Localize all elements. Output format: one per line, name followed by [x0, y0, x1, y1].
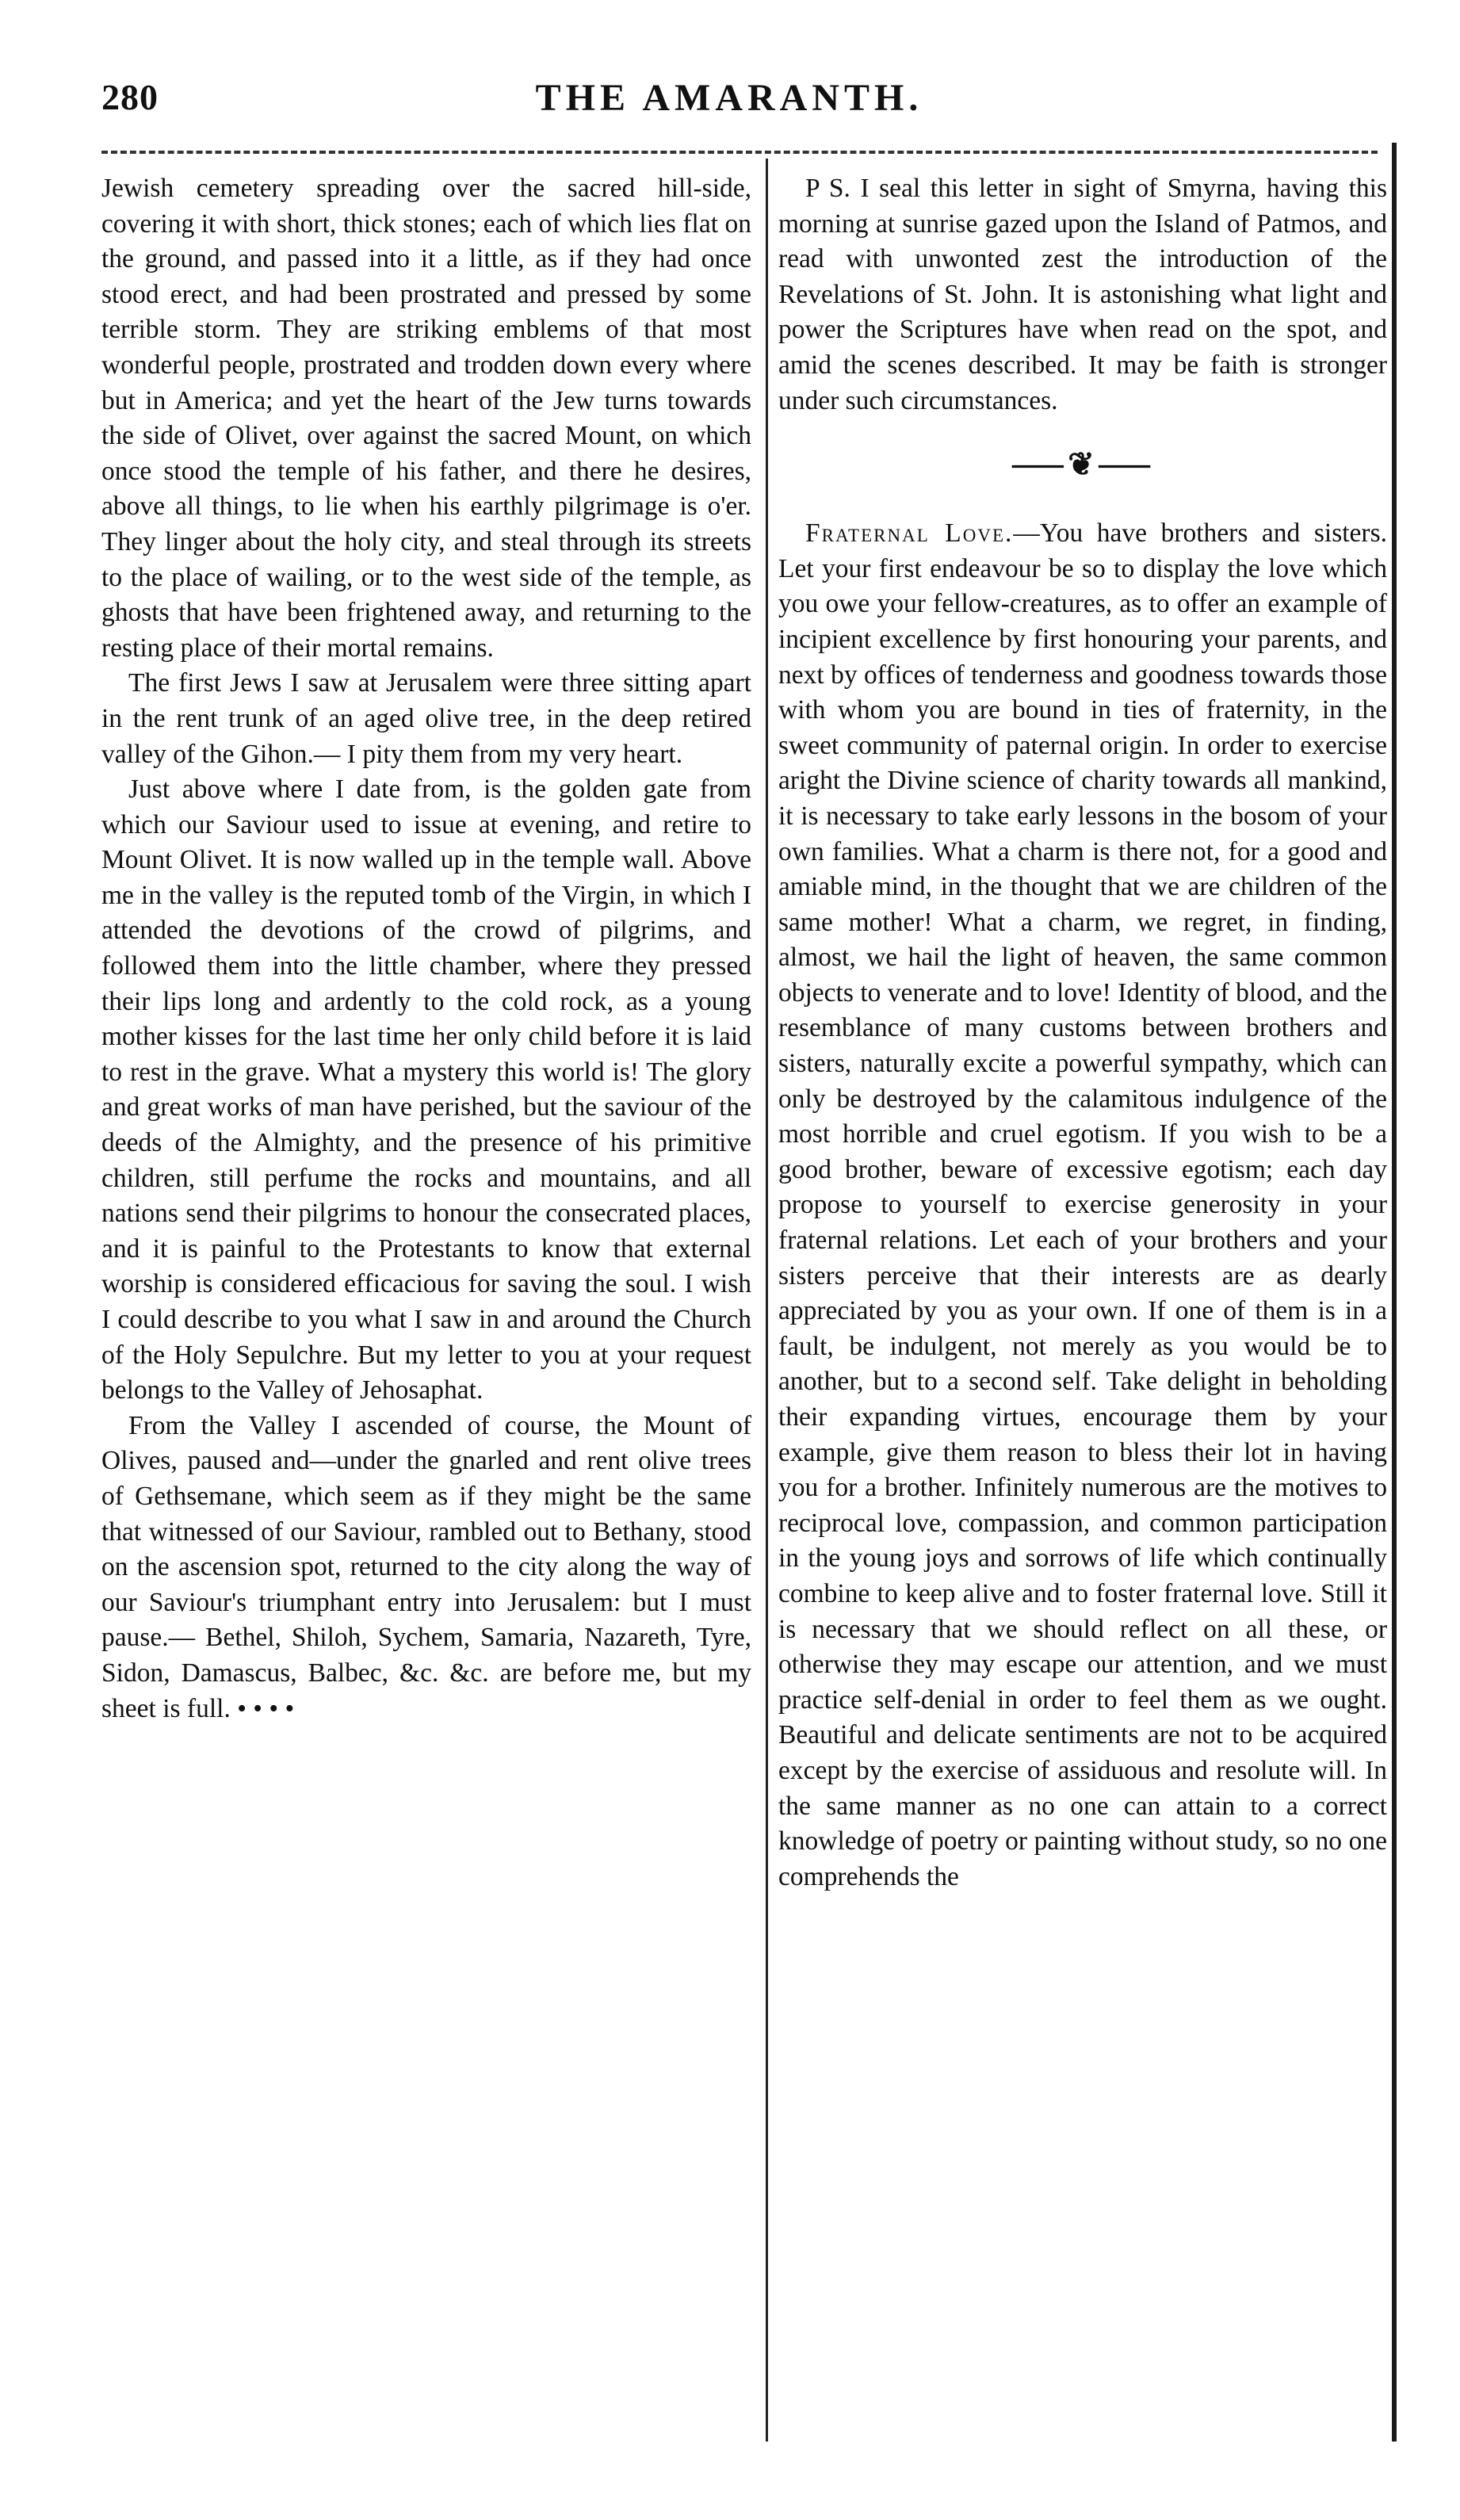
- paragraph: The first Jews I saw at Jerusalem were three sitting apart in the rent trunk of an aged olive tree, in the deep retired valley of the Gihon.— I pity them from my very heart.: [101, 668, 751, 769]
- right-column: [778, 171, 1387, 1895]
- column-divider: [766, 159, 768, 2442]
- ornament-divider: ⸺❦⸺: [1011, 446, 1155, 483]
- paragraph: Jewish cemetery spreading over the sacred hill-side, covering it with short, thick stones; each of which lies flat on the ground, and passed into it a little, as if they had once stood erect, and had been prostrated and pressed by some terrible storm. They are striking emblems of that most wonderful people, prostrated and trodden down every where but in America; and yet the heart of the Jew turns towards the side of Olivet, over against the sacred Mount, on which once stood the temple of his father, and there he desires, above all things, to lie when his earthly pilgrimage is o'er. They linger about the holy city, and steal through its streets to the place of wailing, or to the west side of the temple, as ghosts that have been frightened away, and returning to the resting place of their mortal remains.: [101, 174, 751, 663]
- article-fraternal-love: [778, 516, 1387, 1895]
- running-head: THE AMARANTH.: [535, 77, 923, 119]
- page-number: 280: [101, 77, 159, 117]
- article-body: —You have brothers and sisters. Let your first endeavour be so to display the love which you owe your fellow-creatures, as to offer an example of incipient excellence by first honouring your parents, and next by offices of tenderness and goodness towards those with whom you are bound in ties of fraternity, in the sweet community of paternal origin. In order to exercise aright the Divine science of charity towards all mankind, it is necessary to take early lessons in the bosom of your own families. What a charm is there not, for a good and amiable mind, in the thought that we are children of the same mother! What a charm, we regret, in finding, almost, we hail the light of heaven, the same common objects to venerate and to love! Identity of blood, and the resemblance of many customs between brothers and sisters, naturally excite a powerful sympathy, which can only be destroyed by the calamitous indulgence of the most horrible and cruel egotism. If you wish to be a good brother, beware of excessive egotism; each day propose to yourself to exercise generosity in your fraternal relations. Let each of your brothers and your sisters perceive that their interests are as dearly appreciated by you as your own. If one of them is in a fault, be indulgent, not merely as you would be to another, but to a second self. Take delight in beholding their expanding virtues, encourage them by your example, give them reason to bless their lot in having you for a brother. Infinitely numerous are the motives to reciprocal love, compassion, and common participation in the young joys and sorrows of life which continually combine to keep alive and to foster fraternal love. Still it is necessary that we should reflect on all these, or otherwise they may escape our attention, and we must practice self-denial in order to feel them as we ought. Beautiful and delicate sentiments are not to be acquired except by the exercise of assiduous and resolute will. In the same manner as no one can attain to a correct knowledge of poetry or painting without study, so no one comprehends the: [778, 518, 1387, 1891]
- left-column: [101, 171, 751, 1727]
- postscript: P S. I seal this letter in sight of Smyrna, having this morning at sunrise gazed upon the Island of Patmos, and read with unwonted zest the introduction of the Revelations of St. John. It is astonishing what light and power the Scriptures have when read on the spot, and amid the scenes described. It may be faith is stronger under such circumstances.: [778, 174, 1387, 415]
- paragraph: Just above where I date from, is the golden gate from which our Saviour used to issue at evening, and retire to Mount Olivet. It is now walled up in the temple wall. Above me in the valley is the reputed tomb of the Virgin, in which I attended the devotions of the crowd of pilgrims, and followed them into the little chamber, where they pressed their lips long and ardently to the cold rock, as a young mother kisses for the last time her only child before it is laid to rest in the grave. What a mystery this world is! The glory and great works of man have perished, but the saviour of the deeds of the Almighty, and the presence of his primitive children, still perfume the rocks and mountains, and all nations send their pilgrims to honour the consecrated places, and it is painful to the Protestants to know that external worship is considered efficacious for saving the soul. I wish I could describe to you what I saw in and around the Church of the Holy Sepulchre. But my letter to you at your request belongs to the Valley of Jehosaphat.: [101, 774, 751, 1405]
- page-header: [0, 0, 1460, 151]
- header-rule: [101, 151, 1378, 154]
- article-title: Fraternal Love.: [805, 518, 1014, 549]
- paragraph: From the Valley I ascended of course, the Mount of Olives, paused and—under the gnarled and rent olive trees of Gethsemane, which seem as if they might be the same that witnessed of our Saviour, rambled out to Bethany, stood on the ascension spot, returned to the city along the way of our Saviour's triumphant entry into Jerusalem: but I must pause.— Bethel, Shiloh, Sychem, Samaria, Nazareth, Tyre, Sidon, Damascus, Balbec, &c. &c. are before me, but my sheet is full. • • • •: [101, 1410, 751, 1723]
- binding-edge: [1392, 143, 1397, 2442]
